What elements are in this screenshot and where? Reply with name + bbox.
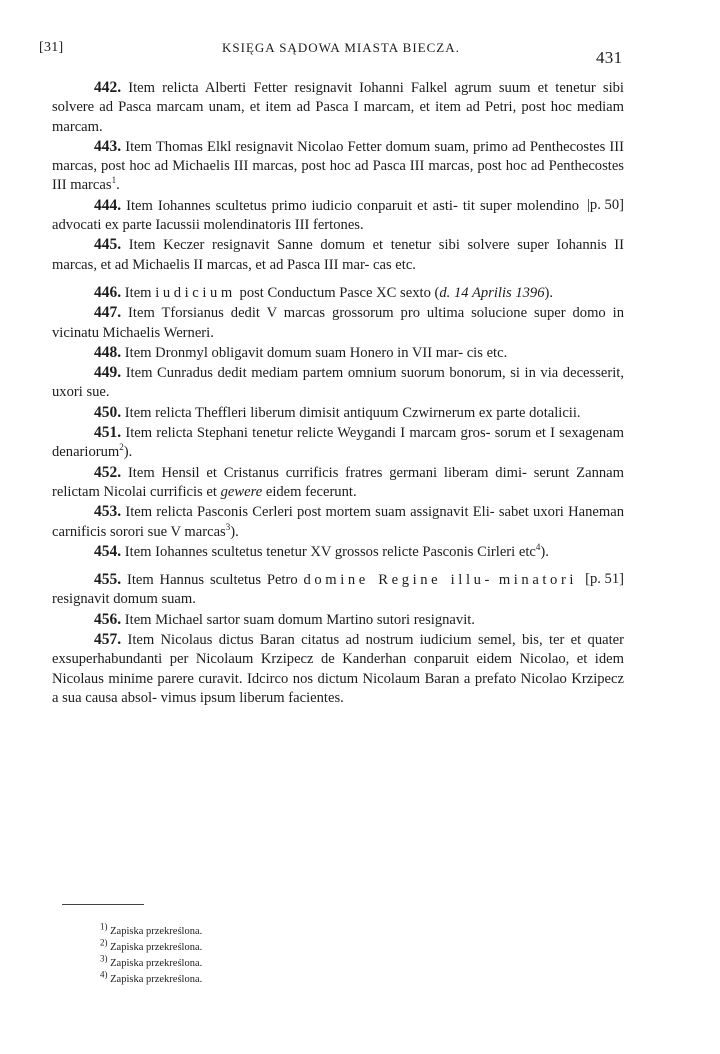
footnote-mark: 3) bbox=[100, 953, 108, 964]
spaced-words: domine Regine illu- bbox=[303, 572, 493, 589]
entry-457 bbox=[52, 630, 624, 708]
entries-body bbox=[52, 78, 624, 708]
entry-text: Item relicta Pasconis Cerleri post mortem suam assignavit Eli- sabet uxori Haneman carnificis sorori sue V marcas bbox=[52, 504, 624, 540]
entry-text: Item Hensil et Cristanus currificis fratres germani liberam dimi- serunt Zannam relictam Nicolai currificis et bbox=[52, 464, 624, 500]
footnote bbox=[100, 937, 203, 956]
entry-number: 454. bbox=[94, 542, 122, 560]
entry-445 bbox=[52, 235, 624, 275]
italic-word: gewere bbox=[220, 483, 263, 500]
entry-450 bbox=[52, 403, 624, 423]
entry-number: 447. bbox=[94, 304, 122, 322]
entry-number: 452. bbox=[94, 463, 122, 481]
entry-tail: ). bbox=[544, 284, 554, 301]
editor-date-note: d. 14 Aprilis 1396 bbox=[439, 284, 545, 301]
entry-number: 449. bbox=[94, 364, 122, 382]
footnote-mark: 4) bbox=[100, 969, 108, 980]
footnote-text: Zapiska przekreślona. bbox=[110, 942, 203, 953]
header-bracket-number: [31] bbox=[39, 40, 64, 55]
footnote-ref: 1 bbox=[111, 175, 117, 186]
entry-text: Item Iohannes scultetus primo iudicio conparuit et asti- tit super molendino advocati ex parte Iacussii molendinatoris III fertones. bbox=[52, 197, 580, 234]
entry-tail: . bbox=[116, 177, 120, 194]
entry-number: 455. bbox=[94, 571, 122, 589]
entry-442 bbox=[52, 78, 624, 137]
entry-text: Item Keczer resignavit Sanne domum et tenetur sibi solvere super Iohannis II marcas, et ad Michaelis II marcas, et ad Pasca III mar- cas etc. bbox=[52, 237, 625, 273]
entry-451 bbox=[52, 423, 624, 463]
entry-447 bbox=[52, 303, 624, 343]
page-number: 431 bbox=[596, 48, 623, 67]
entry-456 bbox=[52, 610, 624, 630]
entry-number: 446. bbox=[94, 283, 122, 301]
entry-455 bbox=[52, 570, 624, 610]
entry-text: Item Nicolaus dictus Baran citatus ad nostrum iudicium semel, bis, ter et quater exsuperhabundanti per Nicolaum Krzipecz de Kanderhan conparuit eidem Nicolao, et idem Nicolaus minime parere curavit. Idcirco nos dictum Nicolaum Baran a prefato Nicolao Krzipecz a sua causa absol- vimus ipsum liberum facientes. bbox=[52, 632, 624, 706]
entry-text: Item relicta Stephani tenetur relicte Weygandi I marcam gros- sorum et I sexagenam denariorum bbox=[52, 425, 624, 461]
entry-text: Item Tforsianus dedit V marcas grossorum pro ultima solucione super domo in vicinatu Michaelis Werneri. bbox=[52, 305, 624, 341]
entry-454 bbox=[52, 542, 624, 562]
entry-444 bbox=[52, 196, 624, 236]
footnote-mark: 1) bbox=[100, 921, 108, 932]
entry-text: Item Michael sartor suam domum Martino sutori resignavit. bbox=[124, 611, 475, 628]
entry-number: 450. bbox=[94, 403, 122, 421]
entry-text: Item relicta Alberti Fetter resignavit Iohanni Falkel agrum suum et tenetur sibi solvere ad Pasca marcam unam, et item ad Pasca I marcam, et item ad Petri, post hoc mediam marcam. bbox=[52, 80, 624, 135]
entry-text: Item bbox=[124, 284, 152, 301]
footnote-ref: 4 bbox=[535, 541, 541, 552]
entry-tail: ). bbox=[540, 543, 549, 560]
entry-text-cont: resignavit domum suam. bbox=[52, 591, 196, 608]
entry-text: Item relicta Theffleri liberum dimisit antiquum Czwirnerum ex parte dotalicii. bbox=[124, 404, 581, 421]
entry-tail: ). bbox=[123, 444, 133, 461]
entry-number: 443. bbox=[94, 137, 122, 155]
footnote-text: Zapiska przekreślona. bbox=[110, 974, 203, 985]
footnote bbox=[100, 921, 203, 940]
footnote-text: Zapiska przekreślona. bbox=[110, 958, 203, 969]
entry-number: 444. bbox=[94, 196, 122, 214]
entry-number: 453. bbox=[94, 503, 122, 521]
entry-text: Item Cunradus dedit mediam partem omnium suorum bonorum, si in via decesserit, uxori sue. bbox=[52, 365, 624, 401]
entry-number: 456. bbox=[94, 610, 122, 628]
entry-text: Item Thomas Elkl resignavit Nicolao Fetter domum suam, primo ad Penthecostes III marcas, post hoc ad Michaelis III marcas, post hoc ad Pasca III marcas, post hoc ad Penthecostes III marcas bbox=[52, 138, 624, 194]
footnotes bbox=[100, 921, 203, 988]
entry-452 bbox=[52, 463, 624, 503]
entry-number: 451. bbox=[94, 424, 122, 442]
footnote-divider bbox=[62, 904, 144, 905]
footnote bbox=[100, 953, 203, 972]
spaced-word: iudicium bbox=[155, 284, 236, 301]
footnote-mark: 2) bbox=[100, 937, 108, 948]
entry-tail: ). bbox=[230, 523, 239, 540]
footnote-ref: 2 bbox=[119, 442, 124, 453]
entry-text-cont: eidem fecerunt. bbox=[265, 483, 357, 500]
entry-449 bbox=[52, 363, 624, 403]
entry-448 bbox=[52, 343, 624, 363]
footnote-text: Zapiska przekreślona. bbox=[110, 926, 203, 937]
page-reference: [p. 51] bbox=[585, 571, 624, 588]
footnote-ref: 3 bbox=[225, 521, 231, 532]
entry-446 bbox=[52, 283, 624, 303]
entry-453 bbox=[52, 502, 624, 542]
entry-number: 457. bbox=[94, 631, 122, 649]
entry-number: 448. bbox=[94, 343, 122, 361]
entry-text-cont: post Conductum Pasce XC sexto ( bbox=[239, 284, 440, 301]
entry-number: 442. bbox=[94, 79, 122, 96]
entry-text: Item Dronmyl obligavit domum suam Honero in VII mar- cis etc. bbox=[124, 344, 508, 361]
entry-443 bbox=[52, 137, 624, 196]
page-reference: |p. 50] bbox=[587, 196, 624, 213]
entry-text: Item Iohannes scultetus tenetur XV grossos relicte Pasconis Cirleri etc bbox=[124, 543, 536, 560]
entry-number: 445. bbox=[94, 236, 122, 254]
running-title: KSIĘGA SĄDOWA MIASTA BIECZA. bbox=[222, 40, 460, 55]
spaced-word: minatori bbox=[498, 572, 578, 589]
footnote bbox=[100, 969, 203, 988]
entry-text: Item Hannus scultetus Petro bbox=[126, 572, 298, 589]
